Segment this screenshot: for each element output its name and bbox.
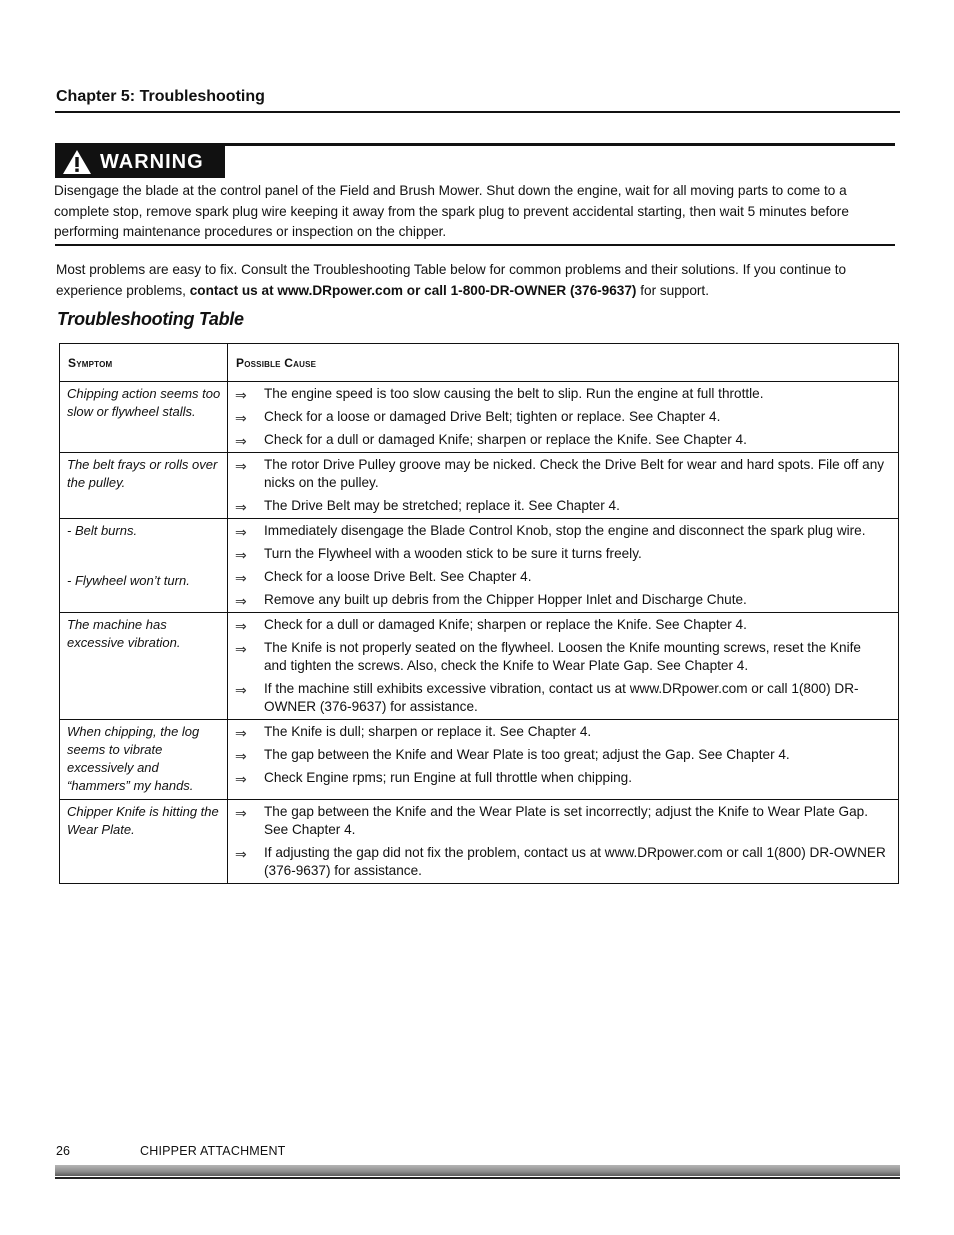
double-arrow-icon: ⇒ <box>235 387 247 403</box>
double-arrow-icon: ⇒ <box>235 499 247 515</box>
symptom-text: - Belt burns. <box>67 523 138 538</box>
cause-cell <box>228 720 899 800</box>
cause-text: The gap between the Knife and Wear Plate is too great; adjust the Gap. See Chapter 4. <box>264 747 790 762</box>
warning-label: WARNING <box>100 150 204 173</box>
cause-text: Check for a loose Drive Belt. See Chapter 4. <box>264 569 532 584</box>
double-arrow-icon: ⇒ <box>235 547 247 563</box>
cause-item <box>234 746 886 764</box>
cause-text: The Drive Belt may be stretched; replace it. See Chapter 4. <box>264 498 620 513</box>
cause-text: Check for a dull or damaged Knife; sharpen or replace the Knife. See Chapter 4. <box>264 617 747 632</box>
double-arrow-icon: ⇒ <box>235 846 247 862</box>
double-arrow-icon: ⇒ <box>235 641 247 657</box>
cause-text: The Knife is dull; sharpen or replace it. See Chapter 4. <box>264 724 592 739</box>
symptom-text: Chipping action seems too slow or flywheel stalls. <box>67 386 221 419</box>
table-row <box>60 613 899 720</box>
symptom-text: The belt frays or rolls over the pulley. <box>67 457 218 490</box>
warning-triangle-icon <box>62 149 92 175</box>
double-arrow-icon: ⇒ <box>235 725 247 741</box>
cause-text: Check for a dull or damaged Knife; sharpen or replace the Knife. See Chapter 4. <box>264 432 747 447</box>
cause-item <box>234 723 886 741</box>
cause-text: If the machine still exhibits excessive vibration, contact us at www.DRpower.com or call 1(800) DR-OWNER (376-9637) for assistance. <box>264 681 859 714</box>
double-arrow-icon: ⇒ <box>235 682 247 698</box>
footer-line <box>55 1177 900 1179</box>
table-header-row <box>60 344 899 382</box>
cause-item <box>234 497 886 515</box>
double-arrow-icon: ⇒ <box>235 524 247 540</box>
cause-text: Remove any built up debris from the Chipper Hopper Inlet and Discharge Chute. <box>264 592 747 607</box>
cause-cell <box>228 800 899 884</box>
cause-item <box>234 616 886 634</box>
intro-text-end: for support. <box>636 282 709 298</box>
footer-label: CHIPPER ATTACHMENT <box>140 1144 286 1158</box>
cause-text: If adjusting the gap did not fix the problem, contact us at www.DRpower.com or call 1(800) DR-OWNER (376-9637) for assistance. <box>264 845 886 878</box>
symptom-cell <box>60 613 228 720</box>
intro-paragraph <box>56 260 896 301</box>
cause-header: Possible Cause <box>228 344 899 382</box>
cause-cell <box>228 613 899 720</box>
cause-item <box>234 385 886 403</box>
symptom-cell <box>60 800 228 884</box>
footer-bar <box>55 1165 900 1176</box>
cause-text: The Knife is not properly seated on the flywheel. Loosen the Knife mounting screws, reset the Knife and tighten the screws. Also, check the Knife to Wear Plate Gap. See Chapter 4. <box>264 640 861 673</box>
cause-text: Turn the Flywheel with a wooden stick to be sure it turns freely. <box>264 546 642 561</box>
table-row <box>60 382 899 453</box>
symptom-text: When chipping, the log seems to vibrate excessively and “hammers” my hands. <box>67 724 200 793</box>
cause-item <box>234 568 886 586</box>
symptom-text: - Flywheel won’t turn. <box>67 573 190 588</box>
cause-cell <box>228 519 899 613</box>
cause-list <box>234 803 886 880</box>
table-row <box>60 800 899 884</box>
page-number: 26 <box>56 1144 70 1158</box>
symptom-cell <box>60 519 228 613</box>
cause-cell <box>228 453 899 519</box>
symptom-text: Chipper Knife is hitting the Wear Plate. <box>67 804 219 837</box>
cause-text: Immediately disengage the Blade Control Knob, stop the engine and disconnect the spark plug wire. <box>264 523 866 538</box>
double-arrow-icon: ⇒ <box>235 748 247 764</box>
cause-item <box>234 769 886 787</box>
cause-item <box>234 456 886 492</box>
cause-item <box>234 803 886 839</box>
symptom-header: Symptom <box>60 344 228 382</box>
double-arrow-icon: ⇒ <box>235 410 247 426</box>
intro-contact: contact us at www.DRpower.com or call 1-800-DR-OWNER (376-9637) <box>189 282 637 298</box>
table-body <box>60 382 899 884</box>
symptom-cell <box>60 453 228 519</box>
double-arrow-icon: ⇒ <box>235 433 247 449</box>
symptom-cell <box>60 382 228 453</box>
cause-text: The rotor Drive Pulley groove may be nicked. Check the Drive Belt for wear and hard spots. File off any nicks on the pulley. <box>264 457 885 490</box>
troubleshooting-table <box>59 343 899 884</box>
cause-item <box>234 408 886 426</box>
cause-item <box>234 545 886 563</box>
cause-item <box>234 591 886 609</box>
cause-item <box>234 522 886 540</box>
cause-item <box>234 680 886 716</box>
cause-item <box>234 431 886 449</box>
cause-list <box>234 385 886 449</box>
cause-list <box>234 522 886 609</box>
cause-list <box>234 456 886 515</box>
double-arrow-icon: ⇒ <box>235 458 247 474</box>
section-title: Troubleshooting Table <box>57 309 244 329</box>
cause-text: The gap between the Knife and the Wear Plate is set incorrectly; adjust the Knife to Wear Plate Gap. See Chapter 4. <box>264 804 869 837</box>
warning-text: Disengage the blade at the control panel of the Field and Brush Mower. Shut down the engine, wait for all moving parts to come to a complete stop, remove spark plug wire keeping it away from the spark plug to prevent accidental starting, then wait 5 minutes before performing maintenance procedures or inspection on the chipper. <box>54 183 849 239</box>
cause-list <box>234 723 886 787</box>
warning-bottom-rule <box>55 244 895 246</box>
intro-text: Most problems are easy to fix. Consult the Troubleshooting Table below for common problems and their solutions. If you continue to experience problems, <box>56 262 847 298</box>
cause-text: The engine speed is too slow causing the belt to slip. Run the engine at full throttle. <box>264 386 764 401</box>
double-arrow-icon: ⇒ <box>235 593 247 609</box>
table-row <box>60 720 899 800</box>
double-arrow-icon: ⇒ <box>235 805 247 821</box>
double-arrow-icon: ⇒ <box>235 570 247 586</box>
double-arrow-icon: ⇒ <box>235 618 247 634</box>
table-row <box>60 519 899 613</box>
cause-cell <box>228 382 899 453</box>
symptom-cell <box>60 720 228 800</box>
cause-item <box>234 844 886 880</box>
cause-text: Check for a loose or damaged Drive Belt; tighten or replace. See Chapter 4. <box>264 409 721 424</box>
cause-list <box>234 616 886 716</box>
cause-text: Check Engine rpms; run Engine at full throttle when chipping. <box>264 770 632 785</box>
warning-badge <box>55 146 225 178</box>
symptom-text: The machine has excessive vibration. <box>67 617 181 650</box>
symptom-spacer <box>67 540 221 572</box>
cause-item <box>234 639 886 675</box>
double-arrow-icon: ⇒ <box>235 771 247 787</box>
table-row <box>60 453 899 519</box>
chapter-title: Chapter 5: Troubleshooting <box>56 88 265 105</box>
chapter-rule <box>55 111 900 113</box>
